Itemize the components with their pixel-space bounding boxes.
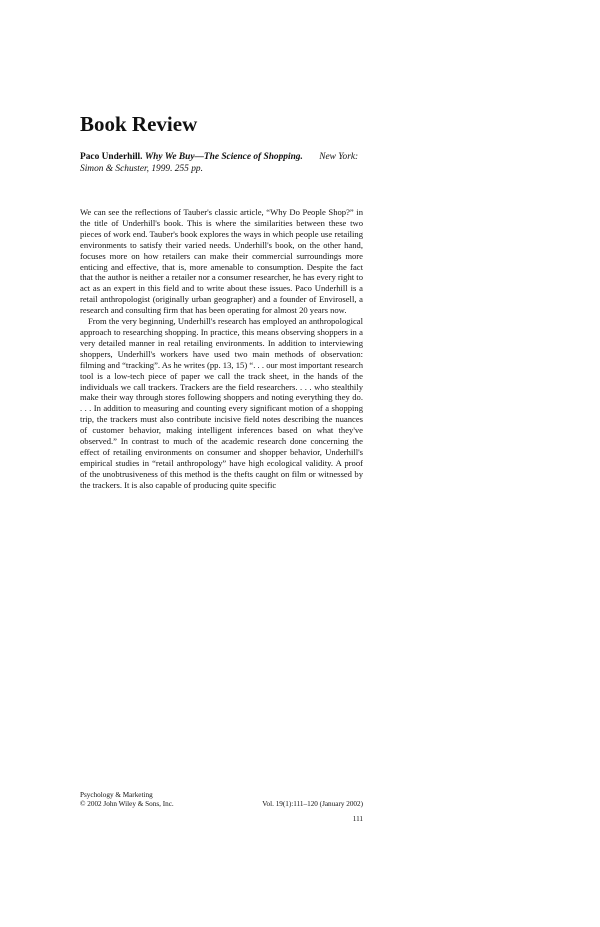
page-footer (80, 791, 363, 824)
footer-volume: Vol. 19(1):111–120 (January 2002) (262, 800, 363, 808)
footer-copyright: © 2002 John Wiley & Sons, Inc. (80, 800, 174, 808)
review-body (80, 207, 363, 491)
book-citation (80, 151, 362, 175)
citation-publisher: New York: Simon & Schuster, 1999. 255 pp. (80, 152, 359, 174)
page-title: Book Review (80, 112, 198, 136)
citation-author: Paco Underhill. (80, 152, 143, 162)
page-number: 111 (352, 815, 363, 823)
body-paragraph: We can see the reflections of Tauber's classic article, “Why Do People Shop?” in the title of Underhill's book. This is where the similarities between these two pieces of work end. Tauber's book explores the ways in which people use retailing environments to satisfy their varied needs. Underhill's book, on the other hand, focuses more on how retailers can make their commercial surroundings more enticing and effective, that is, more amenable to consumption. Despite the fact that the author is neither a retailer nor a consumer researcher, he has every right to act as an expert in this field and to write about these issues. Paco Underhill is a retail anthropologist (originally urban geographer) and a founder of Envirosell, a research and consulting firm that has been operating for almost 20 years now. (80, 207, 363, 316)
body-paragraph: From the very beginning, Underhill's research has employed an anthropological approach to researching shopping. In practice, this means observing shoppers in a very detailed manner in real retailing environments. In addition to interviewing shoppers, Underhill's workers have used two main methods of observation: filming and “tracking”. As he writes (pp. 13, 15) “. . . our most important research tool is a low-tech piece of paper we call the track sheet, in the hands of the individuals we call trackers. Trackers are the field researchers. . . . who stealthily make their way through stores following shoppers and noting everything they do. . . . In addition to measuring and counting every significant motion of a shopping trip, the trackers must also contribute incisive field notes describing the nuances of customer behavior, making intelligent inferences based on what they've observed.” In contrast to much of the academic research done concerning the effect of retailing environments on consumer and shopper behavior, Underhill's empirical studies in “retail anthropology” have high ecological validity. A proof of the unobtrusiveness of this method is the thefts caught on film or witnessed by the trackers. It is also capable of producing quite specific (80, 316, 363, 490)
citation-book-title: Why We Buy—The Science of Shopping. (144, 152, 303, 162)
footer-journal: Psychology & Marketing (80, 791, 153, 799)
